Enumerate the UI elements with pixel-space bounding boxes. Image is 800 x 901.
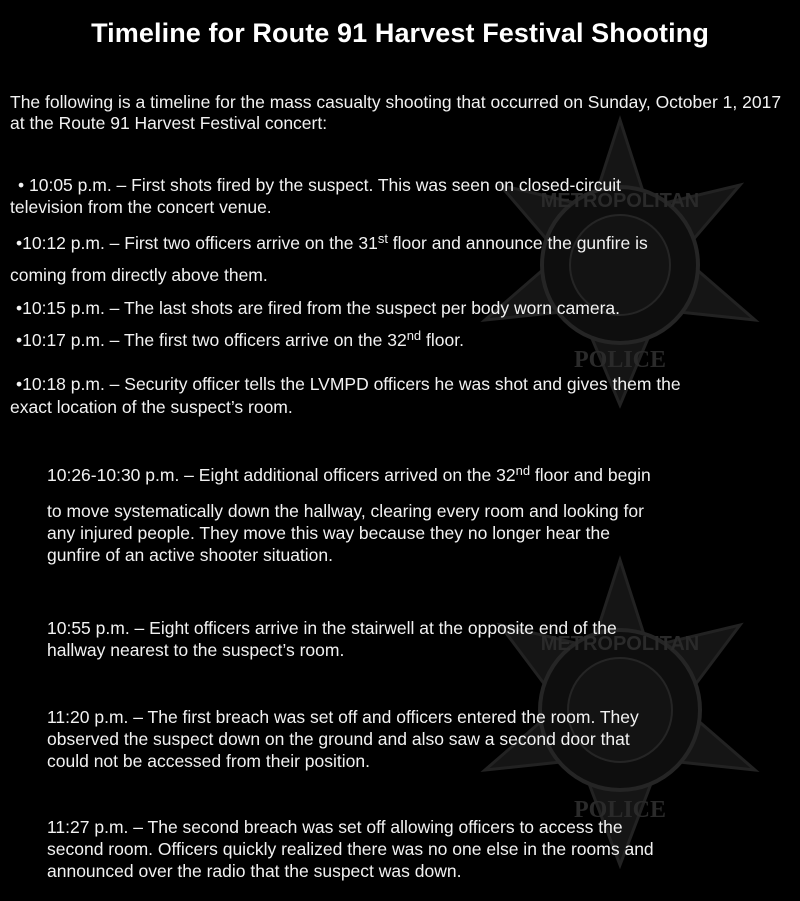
entry-line: 11:27 p.m. – The second breach was set off allowing officers to access the <box>47 817 623 837</box>
entry-line: television from the concert venue. <box>10 197 272 217</box>
timeline-entry <box>16 232 800 254</box>
intro-paragraph: The following is a timeline for the mass casualty shooting that occurred on Sunday, October 1, 2017 at the Route 91 Harvest Festival concert: <box>10 92 782 133</box>
ordinal-suffix: nd <box>515 463 531 478</box>
entry-line: coming from directly above them. <box>10 265 268 285</box>
entry-line: announced over the radio that the suspect was down. <box>47 861 462 881</box>
entry-text: •10:12 p.m. – First two officers arrive on the 31 <box>16 233 378 253</box>
entry-line: could not be accessed from their position. <box>47 751 370 771</box>
entry-line: •10:18 p.m. – Security officer tells the LVMPD officers he was shot and gives them the <box>16 374 681 394</box>
timeline-entry <box>47 816 787 882</box>
entry-line: any injured people. They move this way because they no longer hear the <box>47 523 610 543</box>
entry-text: floor and begin <box>530 465 651 485</box>
badge-bottom-text-2: POLICE <box>573 797 667 823</box>
timeline-entry-continued <box>10 264 795 286</box>
timeline-entry <box>47 706 787 772</box>
timeline-entry <box>18 174 800 196</box>
ordinal-suffix: st <box>377 231 388 246</box>
entry-text: floor. <box>421 330 464 350</box>
entry-text: •10:17 p.m. – The first two officers arrive on the 32 <box>16 330 407 350</box>
timeline-entry <box>16 297 800 319</box>
entry-line: 11:20 p.m. – The first breach was set off and officers entered the room. They <box>47 707 639 727</box>
badge-bottom-text: POLICE <box>573 347 667 373</box>
entry-line: exact location of the suspect’s room. <box>10 397 293 417</box>
ordinal-suffix: nd <box>406 328 422 343</box>
entry-line: observed the suspect down on the ground and also saw a second door that <box>47 729 630 749</box>
entry-line: second room. Officers quickly realized there was no one else in the rooms and <box>47 839 654 859</box>
entry-line: gunfire of an active shooter situation. <box>47 545 334 565</box>
entry-line: to move systematically down the hallway, clearing every room and looking for <box>47 501 644 521</box>
badge-top-text: METROPOLITAN <box>540 190 700 212</box>
entry-text: 10:26-10:30 p.m. – Eight additional officers arrived on the 32 <box>47 465 516 485</box>
page-title: Timeline for Route 91 Harvest Festival Shooting <box>91 18 709 48</box>
timeline-entry-continued <box>10 396 795 418</box>
timeline-entry-continued <box>47 500 787 566</box>
entry-line: •10:15 p.m. – The last shots are fired from the suspect per body worn camera. <box>16 298 621 318</box>
entry-text: floor and announce the gunfire is <box>387 233 648 253</box>
entry-line: • 10:05 p.m. – First shots fired by the suspect. This was seen on closed-circuit <box>18 175 622 195</box>
timeline-entry <box>47 464 800 486</box>
timeline-entry-continued <box>10 196 795 218</box>
timeline-entry <box>16 329 800 351</box>
entry-line: hallway nearest to the suspect’s room. <box>47 640 345 660</box>
entry-line: 10:55 p.m. – Eight officers arrive in the stairwell at the opposite end of the <box>47 618 617 638</box>
timeline-entry <box>47 617 787 661</box>
badge-top-text-2: METROPOLITAN <box>540 633 700 655</box>
timeline-entry <box>16 373 800 395</box>
